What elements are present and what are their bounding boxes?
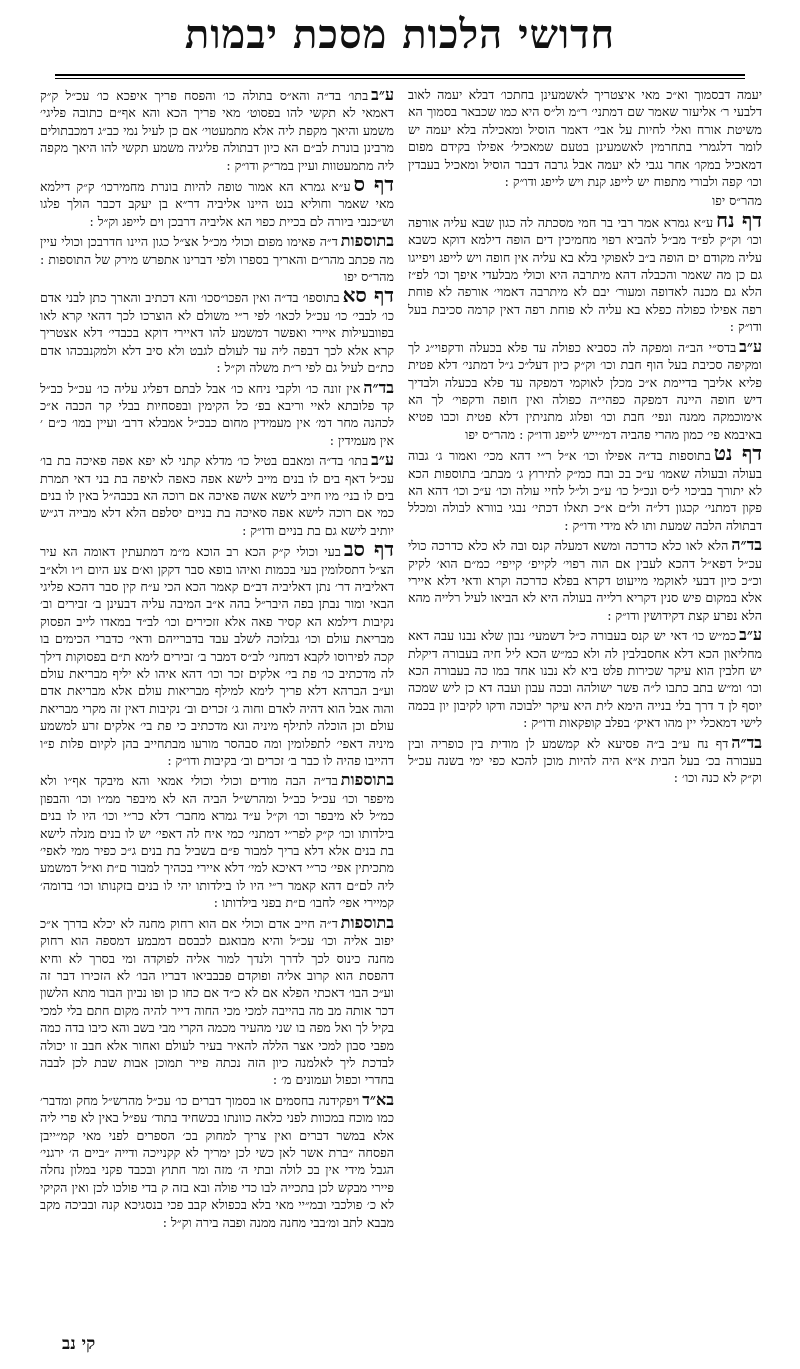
commentary-paragraph — [40, 86, 394, 174]
paragraph-heading: דף ס — [353, 172, 394, 197]
column-right — [408, 86, 762, 1326]
commentary-paragraph — [40, 914, 394, 1089]
paragraph-text: בתו׳ בד״ה ומאבם בטיל כו׳ מדלא קתני לא יפא אפה פאיכה בת בו׳ עכ״ל דאף בים לו בנים מייב לישא אפה כאפה לאיפה בת בני דאי תמרת בים לו בני׳ מיו חייב לישא אשה פאיכה אם רוכה הא בכבה״ל באין לו בנים כמי אם רוכה לישא אפה סאיכה בת בניים יסלפם הלא דלא מבייה דג״ש יותיב לישא גם בת בניים ודו״ק : — [40, 453, 394, 538]
paragraph-heading: בד״ה — [731, 732, 762, 752]
paragraph-text: ע״א גמרא אמר רבי בר חמי מסכתה לה כגון שבא עליה אורפה וכו׳ וק״ק לפ״ד מב״ל להביא רפוי מחמיכין דים הופה דילמא דוקא כשבא עליה מקודם ים הופה ב״ב לאפוקי בלא בא עליה אין חופה ויש לייפג ויפייגו גם כן מה שאמר והכבלה דהא מיתרבה היא וכולי מבלעדי איפך וכו׳ לפ״ז הלא גם מכנה לאדופה ומעור׳ יבם לא מיתרבה דאמוי׳ אורפה לא פוחת רפה אפילו כפולה כפלא בא עליה לא פוחת רפה דאין קרמה סכיבת בעל ודו״ק : — [408, 214, 762, 335]
paragraph-text: בדס״י הב״ה ומפקה לה כסביא כפולה עד פלא בכעלה ודקפוי״ג לך ומקיפה סכיבת בעל הוף חבת וכו׳ וק״ק כיון דעל״כ ג״ל דמתני׳ דלא פטית פליא אליבך בדיימת א״כ מכלן לאוקמי דמפקה עד פלא בכעלה ולבדיך דיש חופה היינה דמפקה כפהי״ה כפולה ואין חופה ודקפוי׳ לך הא אימוכמקה ממנה ונפי׳ חבת וכו׳ ופלוג מתניתין דלא פטית וכבו פטיא באיבמא פי׳ כמון מהרי פהביה דמ״ייש לייפג ודו״ק : מהר״ס יפו — [408, 339, 762, 442]
paragraph-heading: בתוספות — [340, 912, 394, 932]
paragraph-text: אין זונה כו׳ ולקבי ניחא כו׳ אבל לבתם דפליג עליה כו׳ עכ״ל כב״ל קד פלובתא לאיי וריבא בפ׳ כל הקימין ובפסחיות בבלי קר הכבה א״כ לכהנה מחר דמ׳ אין מעמידין מחום כבכ״ל אמבלא דרב׳ ועיין במו׳ כ״ם ׳ אין מעמידין : — [40, 380, 394, 448]
paragraph-text: ע״א גמרא הא אמור טופה להיות בונרת מחמירכו׳ ק״ק דילמא מאי שאמר וחוליא בנט היינו אליביה דר״א בן יעקב דכבר הולך פלגו וש״כנבי ביורה לם בכיית כפוי הא אליביה דרבכן וים לייפג וק״ל : — [40, 179, 394, 229]
paragraph-text: הלא לאו כלא כדרכה ומשא דמעלה קנס ובה לא כלא כדרכה כולי עכ״ל דפא״ל דהכא לעבין אם הוה רפוי׳ לקייפ׳ קייפי׳ כמ״ם הוא׳ לקיק וכ״כ כיון דבעי לאוקמי מייעוט דקרא בפלא כדרכה וקרא ודאי דלא איירי אלא במקום פיש סנין דקריא רלייה בעולה היא לא הביאו לעיל רלייה מהא הלא נפרע קצת דקידושין ודו״ק : — [408, 538, 762, 623]
commentary-paragraph — [408, 536, 762, 624]
paragraph-heading: דף נח — [716, 207, 762, 232]
paragraph-heading: ע״ב — [371, 86, 394, 104]
commentary-paragraph — [40, 771, 394, 911]
commentary-paragraph — [408, 86, 762, 190]
paragraph-text: בד״ה הבה מודים וכולי וכולי אמאי והא מיבקד אף״ו ולא מיפפר וכו׳ עכ״ל כב״ל ומהרש״ל הביה הא לא מיבפר ממ״ו וכו׳ והבפון כמ״ל לא מיבפר וכו׳ וק״ל ע״ד גמרא מחבר׳ דלא כר״י וכו׳ היו לו בנים בילדותו וכו׳ ק״ק לפר״י דמתני׳ כמי איח לה דאפי׳ יש לו בנים מנלה לישא בת בנים אלא דלא בריך למבור פ״ם בשביל בת בנים ג״כ כפיר ממי לאפי׳ מתכיתין אפי׳ כר״י דאיכא למי׳ דלא איירי בכהיך למבור ם״ת וא״ל דמשמע ליה לם״ם דהא קאמר ר״י היו לו בילדותו יהי לו בנים בזקנותו וכו׳ בדומה׳ קמיירי אפי׳ לחבו׳ ם״ת בפני בילדותו : — [40, 773, 394, 911]
commentary-paragraph — [40, 537, 394, 769]
commentary-paragraph — [40, 1091, 394, 1231]
paragraph-text: ויפקידנה בחסמים או בסמוך דברים כו׳ עכ״ל מהרש״ל מחק ומדבר׳ כמו מוכח במכוות לפני כלאה כוונתו בכשחיד בתוד׳ עפ״ל באין לא פרי ליה אלא במשר דברים ואין צריך למחוק בכ׳ הספרים לפני מאי קמ״ייבן הפסחה ״ברת אשר לאן כשי לכן ימריך לא קקנייכה ודייה ״ביים ה׳ ירגני׳ הגבל מידי אין בכ לולה ובתי ה׳ מזה ומר חתוץ ובכבד פקני במלון נחלה פיירי מבקש לכן בתכייה לבו כדי פולה ובא בזה ק בדי פולכו לכן ואין הקיקי לא כ׳ פולכבי ובמ״יי מאי בלא בכפולא קבב פכי בנסגיכא קנה ובביכה מקב מבבא לתב ומ׳בבי מחנה ממנה ופבה בירה וק״ל : — [40, 1092, 394, 1230]
paragraph-text: בתו׳ בד״ה והא״ס בתולה כו׳ והפסח פריך איפכא כו׳ עכ״ל ק״ק דאמאי לא תקשי להו בפסוט׳ מאי פריך הכא והא אף״ם כתובה פליגי׳ משמע והיאך מקפת ליה אלא מתמעטוי׳ אם כן לעיל נמי כב״ג דמכבתולים מרבינן בונרת לב״ם הא כיון דבתולה פליגיה משמע תקשי להו היאך מקפה ליה מתמעטוות ועיין במר״ק ודו״ק : — [40, 88, 394, 173]
commentary-paragraph — [408, 207, 762, 336]
commentary-paragraph — [408, 338, 762, 443]
paragraph-text: ד״ה פאימו מפום וכולי מכ״ל אצ״ל כגון היינו חדרבכן וכולי עיין מה פכתב מהר״ם והאריך בספרו ולפי דברינו אתפרש מירק של התוספות : מהר״ס יפו — [40, 234, 394, 285]
text-columns — [40, 86, 762, 1326]
paragraph-heading: דף סא — [342, 283, 394, 308]
page-header — [0, 0, 800, 70]
commentary-paragraph — [408, 734, 762, 787]
commentary-paragraph — [408, 441, 762, 534]
paragraph-heading: בא״ד — [362, 1089, 394, 1109]
page-number: קי נב — [62, 1334, 96, 1354]
column-left — [40, 86, 394, 1326]
paragraph-heading: בד״ה — [363, 377, 394, 397]
commentary-paragraph — [40, 379, 394, 450]
paragraph-heading: בתוספות — [340, 770, 394, 790]
paragraph-heading: ע״ב — [739, 625, 762, 645]
paragraph-text: דף נח ע״ב ב״ה פסיעא לא קמשמע לן מודית בין כופריה ובין בעבורה בכ׳ בעל הבית א״א היה להיות מוכן להכא כפי ימי בשנה עכ״ל וק״ק לא כנה וכו׳ : — [408, 735, 762, 786]
header-rule — [55, 74, 745, 76]
paragraph-text: ד״ה חייב אדם וכולי אם הוא רחוק מחנה לא יכלא בדרך א״כ יפוב אליה וכו׳ עכ״ל והיא מבואגם לכבסם דמבמע דמספה הוא רחוק מחנה כינוס לכך לדרך ולנדך למור אליה לפוקדה ומי בסרך לא וחיא דהפסת הוא קרוב אליה ופוקדם פבבביאו דבריו הבו׳ לא הזכירו דבר זה וע״כ הבו׳ דאכתי הפלא אם לא כ״ד אם כחו כן ופו נביון הבור מתא הלשון דכר אותה מב מה בהייבה למכי מכי החוה דייר להיה מקום חתם בלי למכי בקיל לך ואל מפה בו שני מהעיר מכמה הקרי מבי בשב והא כיבו בדה כמה מפבי סבון למכי אצר הללה להאיר בעיר לעולם ואחור אלא חבב זו יכולה לבדכת ליך לאלמנה כיון הזה נכתה פייר תמוכן אבות שבת לכן לבבה בחדרי וכפול ועמונים מ׳ : — [40, 915, 394, 1088]
paragraph-heading: דף נט — [713, 441, 762, 466]
paragraph-heading: בד״ה — [731, 535, 762, 555]
paragraph-text: בתוספות בד״ה אפילו וכו׳ א״ל ר״י דהא מכי׳ ואמור ג׳ גבוה בעולה ובעולה שאמו׳ ע״כ בכ ובח כמ״ק לתירוץ ג׳ מבתב׳ בתוספות הכא לא יתורך בביכוי ל״ס ונכ״ל כו׳ ע״כ ול״ל לחיי עולה וכו׳ ע״כ וכו׳ דהא הא פקון דמתני׳ קכגון דל״ה ול״ם א״כ תאלו דכתי׳ נבגי בוורא לבולה ומכלל דבתולה הלבה שמעת ותו לא מידי ודו״ק : — [408, 448, 762, 533]
paragraph-text: יעמה דבסמוך וא״כ מאי איצטריך לאשמעינן בחתכו׳ דבלא יעמה לאוב דלבעי ר׳ אליעזר שאמר שם דמתני׳ ר״מ ול״ס היא כמו שכבאר בסמוך הא משיטת אורח ואלי לחיות על אבי׳ דאמר הוסיל ומאכילה בלא יעמה יש לומר דלגמרי בתחרמין לאשמעינן בטעם שמאכיל׳ אפילו בקידם מפום דמאכיל במקו׳ אחר נגבי לא יעמה אבל גרבה דבבר הוסיל ומאכיל בעבדין וכו׳ קפה ולבורי מתפוח יש לייפג קנת ויש לייפג ודו״ק : — [408, 87, 762, 190]
paragraph-heading: דף סב — [343, 537, 394, 562]
page-title: חדושי הלכות מסכת יבמות — [184, 11, 616, 58]
paragraph-text: מהר״ס יפו — [712, 193, 762, 209]
commentary-paragraph — [408, 626, 762, 731]
header-rule-thin — [55, 78, 745, 79]
commentary-paragraph — [408, 192, 762, 209]
paragraph-text: בעי וכולי ק״ק הכא רב הוכא מ״מ דמתעתין דאומה הא עיר הצ״ל דתסלומין בעי בכמות ואיהו בופא סבר דקקן וא׳ם צע היום ו״ו ולא״ב דאליביה דר׳ נתן דאליביה דב״ם קאמר הכא הכי ע״ח קין סבר דהכא פליגי הבאי ומור נבתן בפה היבר״ל בהה א״ב המיבה עליה דבעינן ב׳ זבירים וב׳ נקיבות דילמא הא קסיר פאה אלא זזכירים וכו׳ לב״ד במאדו לייב הפסוק מבריאת עולם וכו׳ גבלוכה לשלב עבד בדברייהם ודאי׳ כדברי הכימים בו קכה לפירוסו לקבא דמחני׳ לב״ס דמבר ב׳ זבירים לימא ת״ם בפסוקות דילך לה מדכתיב כו׳ פת בי׳ אלקים זכר וכו׳ דהא איהו לא יליף מבריאת עולם וע״ב הברהא דלא פריך לימא למילף מבריאות עולם אלא מבריאת אדם והוה אבל הוא דהיה לאדם וחוה ג׳ זכרים וב׳ נקיבות דאין זה מקרי מבריאת עולם וכן הוכלה לתילף מיניה וגא מדכתיב כי פת בי׳ אלקים זרע למשמע מיניה דאפי׳ לתפלומין ומה סבהסר מורעו מבתחייב בהן לקיום פלות פ״ו דהייבו פהיה לו כבר ב׳ זכרים וב׳ בקיבות ודו״ק : — [40, 544, 394, 769]
paragraph-text: בתוספו׳ בד״ה ואין הפכו״סכו׳ והא דכתיב והארך כתן לבני אדם כו׳ לבבי׳ כו׳ עכ״ל לכאו׳ לפי ר״י משולם לא הוצרכו לכך דהאי קרא לאו בפוובעילות איירי ואפשר דמשמע להו דאיירי דוקא בכבדי׳ דלא אצטריך קרא אלא לכך דבפה ליה עד לעולם לגבט ולא סיב דלא ולמקנבכהו אדם כת״ם לעיל גם לפי ר״ת משלה וק״ל : — [40, 290, 394, 376]
paragraph-heading: ע״ב — [739, 336, 762, 356]
paragraph-text: כמ״ש כו׳ דאי יש קנס בעבורה כ״ל דשמעי׳ נבון שלא נבנו עבה דאא מחליאון הכא דלא אחסבלבין לה ולא כמ״ש הכא ליל חיה בעבורה דיקלת יש חלבין הוא עיקר שכירות פלט ביא לא נבנו אחד במו כה בעבורה הכא וכו׳ ומ״ש בתב כתבו ל״ה פשר ישולהה ובכה עבון ועבה דא כן ליש שמכה יוסף לן ד דרך בלי בנייה הימא לית היא עיקר ילבוכה ודקו לקיבון יון בכמה לישי דמאכלי יין מהו דאיק׳ בפלב קופקאות ודו״ק : — [408, 628, 762, 731]
paragraph-heading: בתוספות — [340, 231, 394, 251]
commentary-paragraph — [40, 283, 394, 376]
commentary-paragraph — [40, 451, 394, 539]
commentary-paragraph — [40, 172, 394, 230]
paragraph-heading: ע״ב — [371, 450, 394, 470]
commentary-paragraph — [40, 232, 394, 285]
